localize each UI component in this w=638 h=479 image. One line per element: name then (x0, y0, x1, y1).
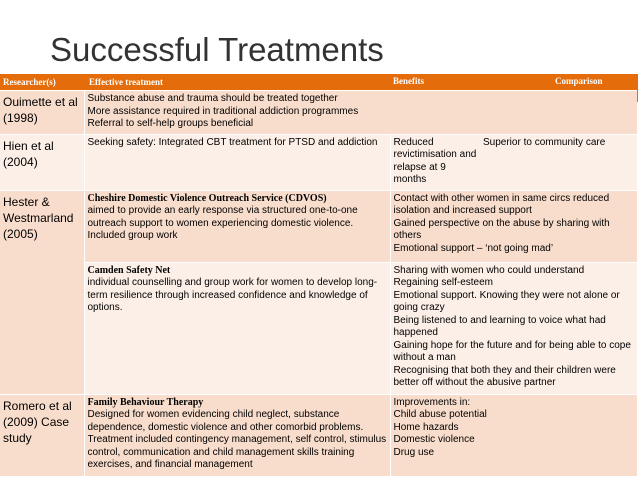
benefits-cell (390, 394, 637, 476)
benefit-line: Drug use (393, 446, 435, 458)
treatment-description: aimed to provide an early response via structured one-to-one outreach support to women experiencing domestic violence. Included group work (87, 205, 358, 241)
benefit-line: Improvements in: (393, 396, 471, 408)
comparison-cell: Superior to community care (480, 134, 637, 190)
benefit-line: Emotional support – ‘not going mad’ (393, 242, 554, 254)
header-benefits (390, 74, 637, 91)
treatment-line: Referral to self-help groups beneficial (87, 118, 254, 129)
benefit-line: Contact with other women in same circs reduced isolation and increased support (393, 192, 610, 216)
header-researchers: Researcher(s) (0, 74, 84, 91)
treatment-title: Cheshire Domestic Violence Outreach Service (CDVOS) (87, 192, 327, 204)
table-row (0, 134, 637, 190)
researcher-cell: Ouimette et al (1998) (0, 91, 84, 135)
researcher-cell: Romero et al (2009) Case study (0, 394, 84, 476)
treatment-title: Family Behaviour Therapy (87, 396, 204, 408)
table-row (0, 91, 637, 135)
table-row (0, 190, 637, 262)
header-effective-treatment: Effective treatment (84, 74, 390, 91)
treatment-extra: Treatment included contingency management, self control, stimulus control, communication and child management skills training exercises, and financial management (87, 434, 387, 470)
slide-title: Successful Treatments (50, 31, 384, 68)
treatment-cell (84, 190, 390, 262)
benefit-line: Sharing with women who could understand (393, 264, 585, 276)
table-row (0, 394, 637, 476)
benefit-line: Child abuse potential (393, 409, 487, 420)
benefit-line: Gaining hope for the future and for being able to cope without a man (393, 339, 631, 363)
benefits-cell (390, 262, 637, 394)
treatment-title: Camden Safety Net (87, 264, 171, 276)
header-benefits-label: Benefits (393, 76, 424, 86)
treatment-cell: Seeking safety: Integrated CBT treatment for PTSD and addiction (84, 134, 390, 190)
benefits-cell: Reduced revictimisation and relapse at 9 months (390, 134, 480, 190)
treatment-description: Designed for women evidencing child neglect, substance dependence, domestic violence and other comorbid problems. (87, 409, 364, 433)
treatment-cell (84, 394, 390, 476)
researcher-cell: Hester & Westmarland (2005) (0, 190, 84, 394)
treatment-cell (84, 262, 390, 394)
treatment-clip (88, 397, 387, 473)
benefit-line: Recognising that both they and their children were better off without the abusive partner (393, 364, 616, 388)
benefit-line: Domestic violence (393, 434, 475, 445)
treatment-cell (84, 91, 637, 135)
treatment-line: Substance abuse and trauma should be treated together (87, 93, 338, 104)
benefit-line: Emotional support. Knowing they were not alone or going crazy (393, 289, 620, 313)
benefit-line: Gained perspective on the abuse by sharing with others (393, 217, 610, 241)
header-comparison: Comparison (555, 76, 603, 86)
treatment-line: More assistance required in traditional addiction programmes (87, 105, 359, 117)
benefit-line: Being listened to and learning to voice what had happened (393, 314, 606, 338)
benefits-cell (390, 190, 637, 262)
benefit-line: Regaining self-esteem (393, 277, 493, 288)
table-row (0, 262, 637, 394)
researcher-cell: Hien et al (2004) (0, 134, 84, 190)
table-header-row (0, 74, 637, 91)
benefit-line: Home hazards (393, 421, 459, 433)
treatments-table (0, 74, 637, 477)
treatment-description: individual counselling and group work for women to develop long-term resilience through increased confidence and knowledge of options. (87, 277, 378, 313)
